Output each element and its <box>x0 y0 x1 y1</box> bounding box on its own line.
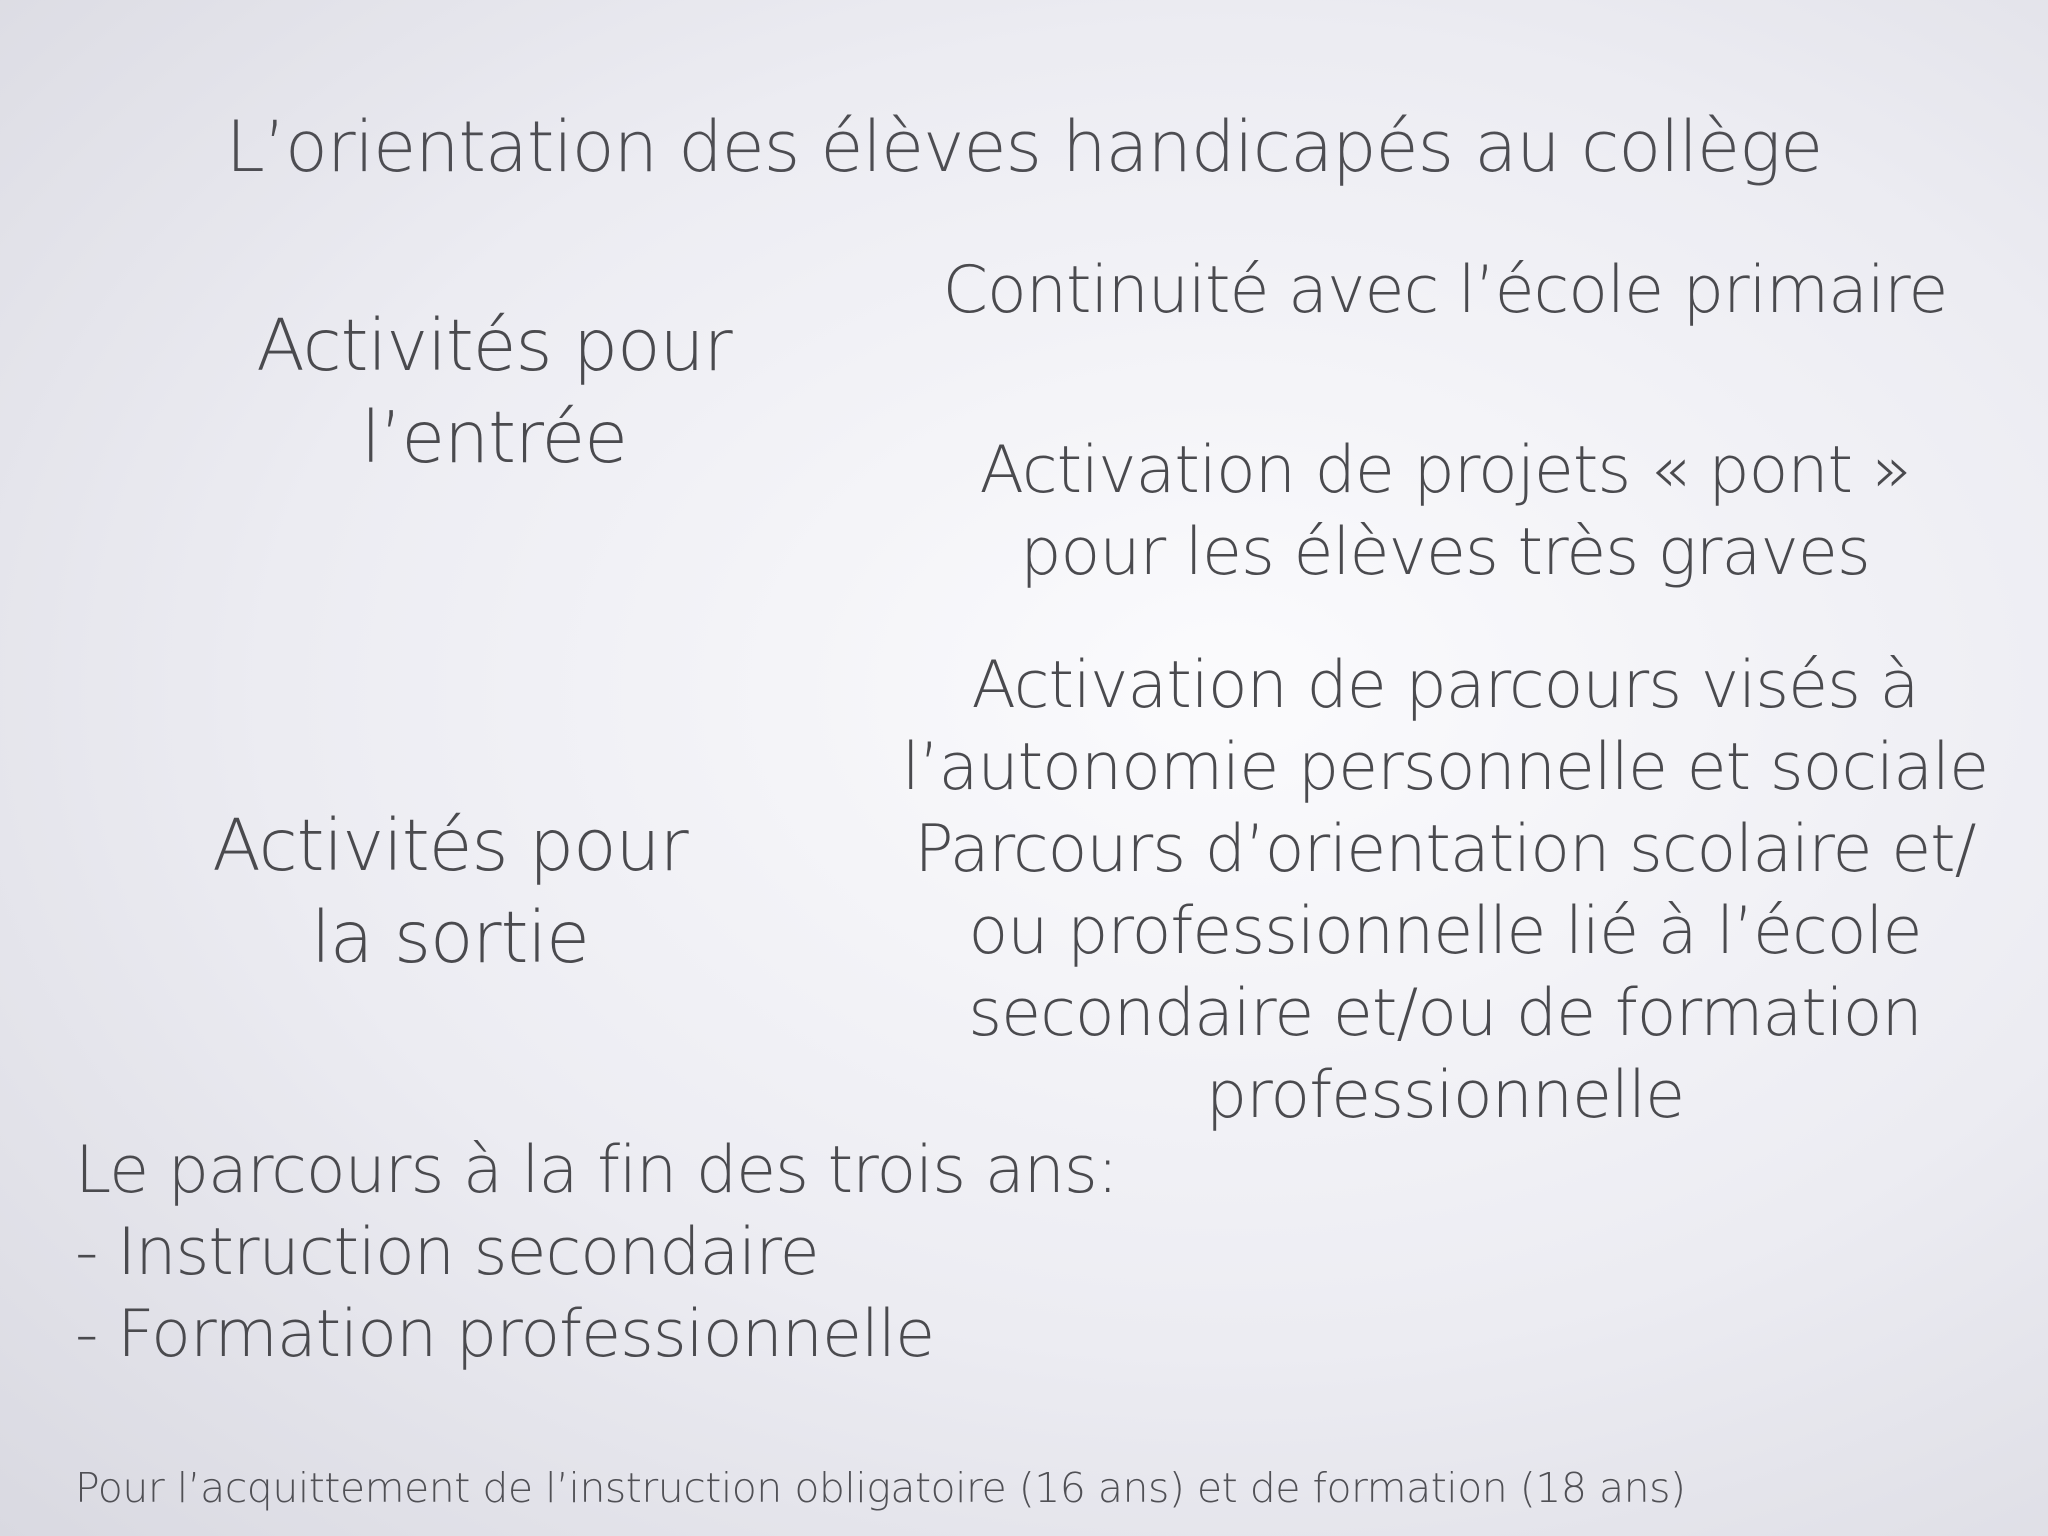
end-path-heading: Le parcours à la fin des trois ans: <box>75 1133 1118 1208</box>
end-path-item: - Formation professionnelle <box>75 1297 935 1372</box>
exit-activities-list <box>900 645 1990 1137</box>
entry-activities-heading <box>194 300 794 484</box>
bridge-projects-line-2: pour les élèves très graves <box>1020 515 1870 590</box>
exit-line: l’autonomie personnelle et sociale <box>901 730 1989 805</box>
continuity-text: Continuité avec l’école primaire <box>942 253 1948 328</box>
bridge-projects-line-1: Activation de projets « pont » <box>979 433 1911 508</box>
exit-line: professionnelle <box>1205 1058 1685 1133</box>
entry-heading-line-2: l’entrée <box>361 396 627 479</box>
exit-activities-heading <box>150 800 750 984</box>
footnote: Pour l’acquittement de l’instruction obligatoire (16 ans) et de formation (18 ans) <box>75 1464 1686 1512</box>
exit-line: ou professionnelle lié à l’école <box>968 894 1922 969</box>
end-path-item: - Instruction secondaire <box>75 1215 819 1290</box>
exit-heading-line-1: Activités pour <box>212 804 688 887</box>
exit-line: Parcours d’orientation scolaire et/ <box>914 812 1976 887</box>
continuity-item <box>900 250 1990 332</box>
bridge-projects-item <box>900 430 1990 594</box>
entry-heading-line-1: Activités pour <box>256 304 732 387</box>
exit-heading-line-2: la sortie <box>311 896 589 979</box>
exit-line: secondaire et/ou de formation <box>968 976 1922 1051</box>
end-path-list <box>75 1130 1118 1376</box>
slide-title: L’orientation des élèves handicapés au collège <box>225 106 1823 188</box>
exit-line: Activation de parcours visés à <box>971 648 1919 723</box>
